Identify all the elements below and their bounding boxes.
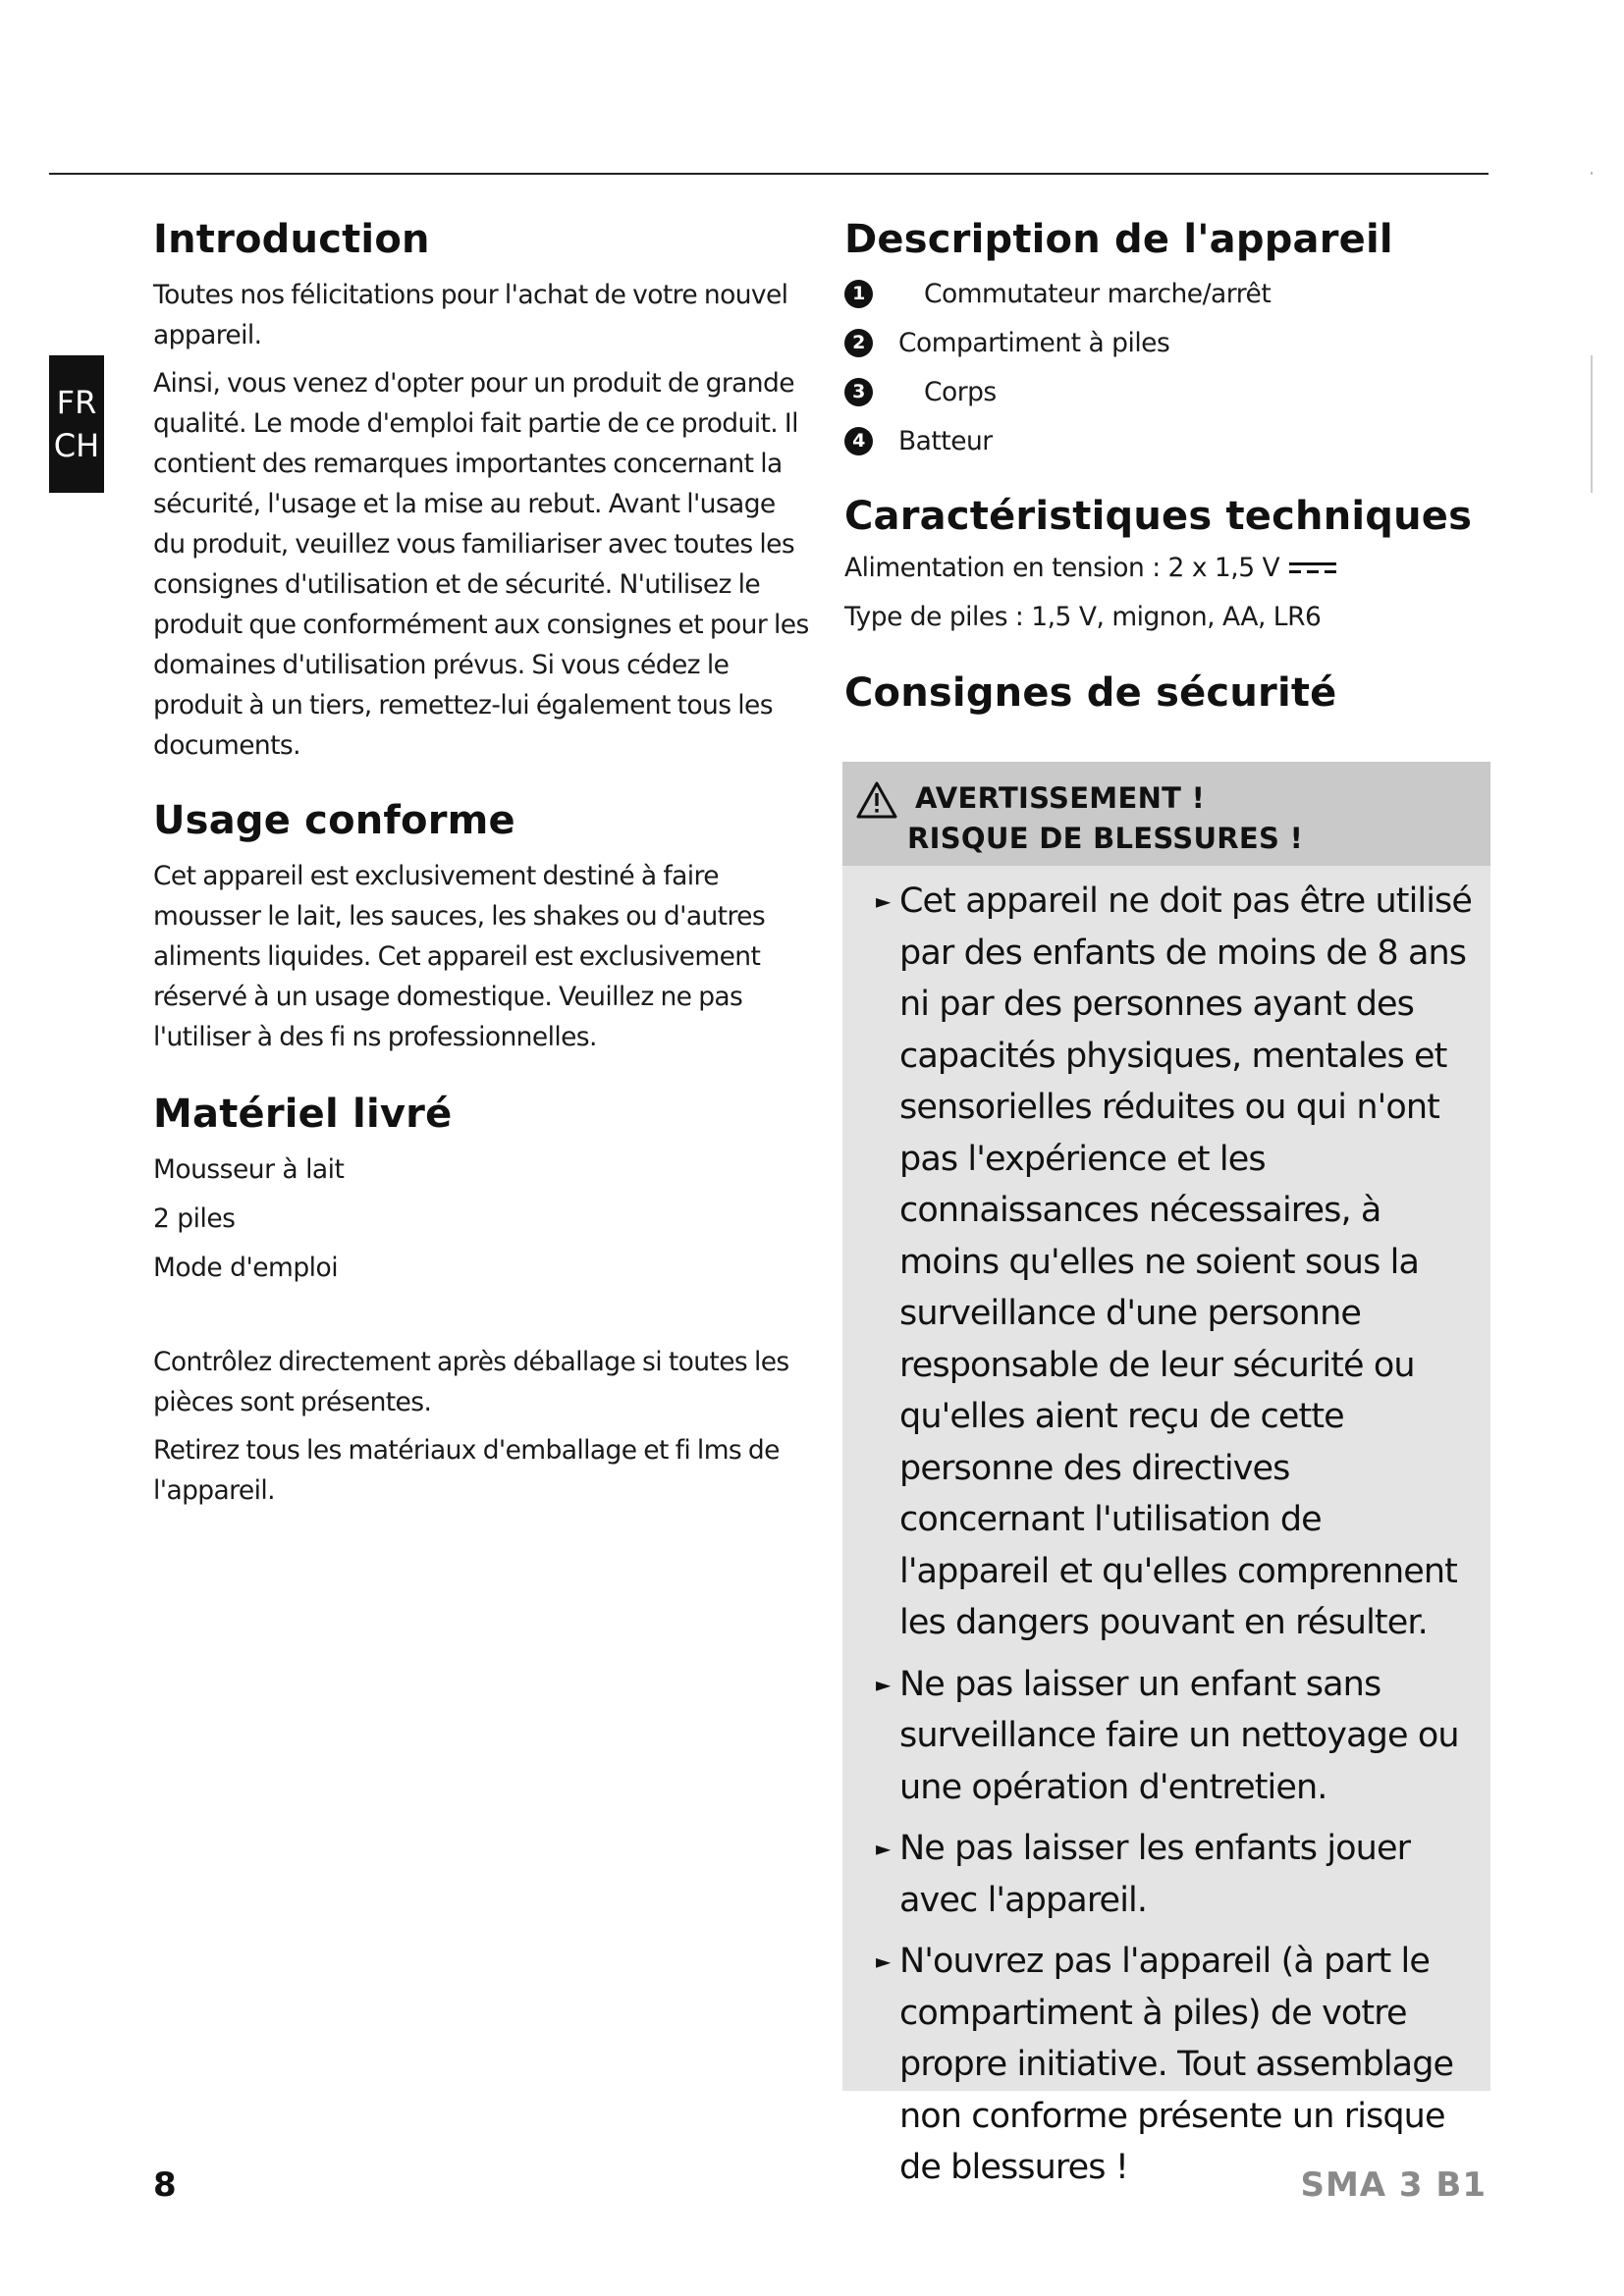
description-title: Description de l'appareil [844, 217, 1393, 262]
part-label: Corps [924, 376, 997, 407]
part-label: Commutateur marche/arrêt [924, 278, 1272, 309]
specs-title: Caractéristiques techniques [844, 494, 1473, 539]
number-badge: 1 [844, 280, 873, 308]
dc-current-icon [1289, 561, 1336, 576]
warning-text: Ne pas laisser les enfants jouer avec l'appareil. [899, 1829, 1411, 1920]
margin-mark [1591, 172, 1593, 175]
bullet-arrow-icon: ► [876, 1949, 891, 1973]
warning-item [876, 1659, 1473, 1814]
introduction-paragraph: Ainsi, vous venez d'opter pour un produit de grande qualité. Le mode d'emploi fait partie de ce produit. Il contient des remarques importantes concernant la sécurité, l'usage et la mise au rebut. Avant l'usage du produit, veuillez vous familiariser avec toutes les consignes d'utilisation et de sécurité. N'utilisez le produit que conformément aux consignes et pour les domaines d'utilisation prévus. Si vous cédez le produit à un tiers, remettez-lui également tous les documents. [153, 368, 809, 761]
materiel-title: Matériel livré [153, 1092, 453, 1137]
language-code-fr: FR [56, 384, 97, 421]
number-badge: 3 [844, 378, 873, 406]
list-item [844, 367, 1489, 416]
left-column [153, 212, 809, 1511]
warning-header [842, 762, 1490, 866]
materiel-paragraph: Retirez tous les matériaux d'emballage et fi lms de l'appareil. [153, 1435, 780, 1506]
list-item [844, 269, 1489, 318]
number-badge: 2 [844, 329, 873, 357]
language-tab [49, 355, 104, 493]
specs-section [844, 489, 1489, 642]
materiel-paragraph: Contrôlez directement après déballage si toutes les pièces sont présentes. [153, 1347, 789, 1417]
spec-line: Type de piles : 1,5 V, mignon, AA, LR6 [844, 602, 1322, 632]
part-label: Compartiment à piles [898, 327, 1170, 358]
model-name: SMA 3 B1 [1300, 2165, 1487, 2205]
list-item: Mode d'emploi [153, 1253, 339, 1283]
language-code-ch: CH [53, 427, 100, 464]
list-item: Mousseur à lait [153, 1154, 345, 1185]
introduction-paragraph: Toutes nos félicitations pour l'achat de votre nouvel appareil. [153, 280, 788, 350]
warning-text: Ne pas laisser un enfant sans surveillance faire un nettoyage ou une opération d'entretien. [899, 1664, 1459, 1807]
part-list [844, 269, 1489, 465]
warning-triangle-icon [856, 781, 897, 819]
power-supply-text: Alimentation en tension : 2 x 1,5 V [844, 553, 1280, 583]
warning-list [876, 876, 1473, 2204]
materiel-section [153, 1087, 809, 1511]
usage-section [153, 793, 809, 1057]
list-item [844, 416, 1489, 465]
margin-mark [1591, 355, 1593, 493]
right-column [844, 212, 1489, 721]
warning-item [876, 876, 1473, 1649]
bullet-arrow-icon: ► [876, 1672, 891, 1696]
page-number: 8 [153, 2165, 177, 2205]
header-rule [49, 173, 1489, 175]
number-badge: 4 [844, 427, 873, 455]
bullet-arrow-icon: ► [876, 889, 891, 913]
description-section [844, 212, 1489, 465]
safety-title: Consignes de sécurité [844, 670, 1337, 716]
warning-item [876, 1823, 1473, 1926]
safety-section [844, 666, 1489, 721]
warning-text: Cet appareil ne doit pas être utilisé par des enfants de moins de 8 ans ni par des personnes ayant des capacités physiques, mentales et sensorielles réduites ou qui n'ont pas l'expérience et les connaissances nécessaires, à moins qu'elles ne soient sous la surveillance d'une personne responsable de leur sécurité ou qu'elles aient reçu de cette personne des directives concernant l'utilisation de l'appareil et qu'elles comprennent les dangers pouvant en résulter. [899, 881, 1473, 1642]
introduction-title: Introduction [153, 217, 430, 262]
list-item [844, 318, 1489, 367]
warning-item [876, 1936, 1473, 2194]
usage-title: Usage conforme [153, 798, 515, 843]
part-label: Batteur [898, 425, 993, 456]
bullet-arrow-icon: ► [876, 1837, 891, 1860]
spec-line [844, 544, 1489, 593]
list-item: 2 piles [153, 1203, 236, 1234]
warning-title: AVERTISSEMENT ! [915, 781, 1206, 815]
warning-text: N'ouvrez pas l'appareil (à part le compartiment à piles) de votre propre initiative. Tout assemblage non conforme présente un risque de blessures ! [899, 1942, 1454, 2187]
introduction-section [153, 212, 809, 766]
usage-paragraph: Cet appareil est exclusivement destiné à faire mousser le lait, les sauces, les shakes ou d'autres aliments liquides. Cet appareil est exclusivement réservé à un usage domestique. Veuillez ne pas l'utiliser à des fi ns professionnelles. [153, 861, 766, 1052]
warning-subtitle: RISQUE DE BLESSURES ! [907, 822, 1304, 855]
